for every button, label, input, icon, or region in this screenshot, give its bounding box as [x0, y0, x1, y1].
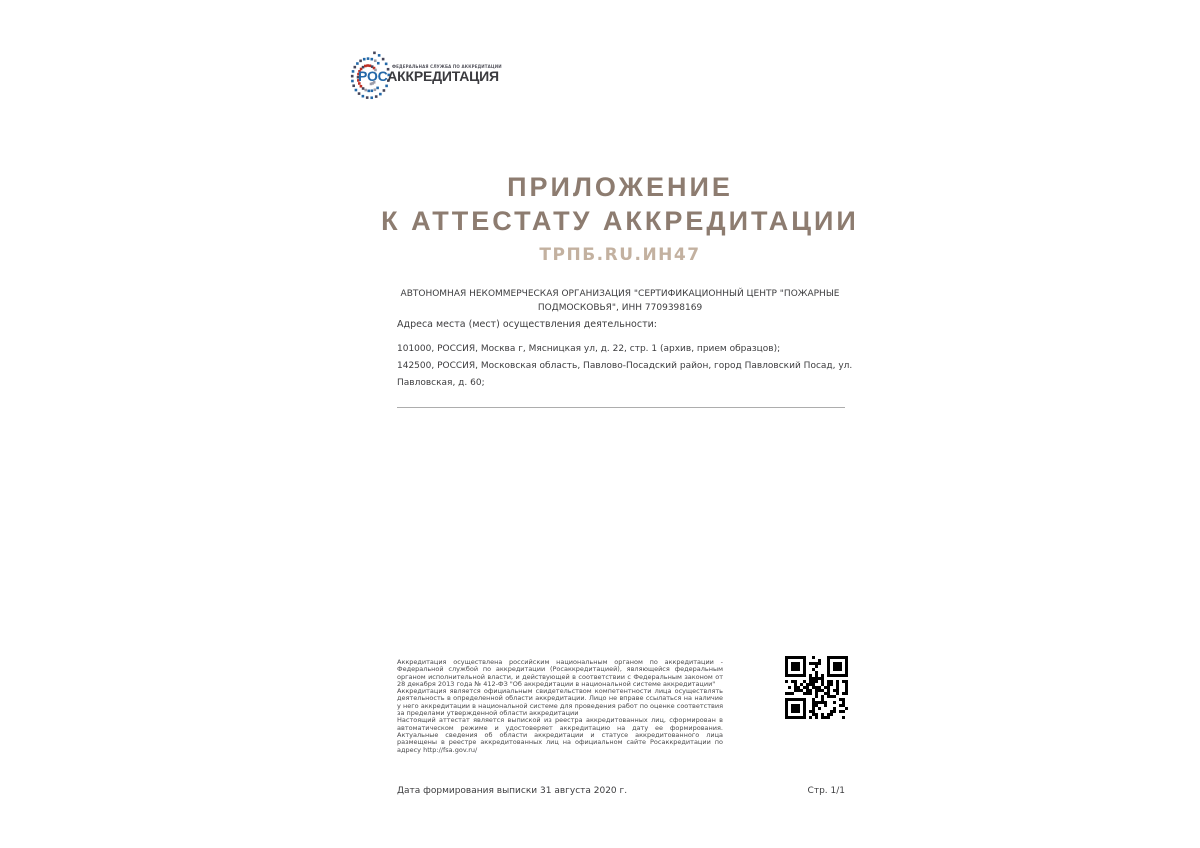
- legal-paragraph: Настоящий аттестат является выпиской из реестра аккредитованных лиц, сформирован в автоматическом режиме и удостоверяет аккредитацию на дату ее формирования. Актуальные сведения об области аккредитации и статусе аккредитованного лица размещены в реестре аккредитованных лиц на официальном сайте Росаккредитации по адресу http://fsa.gov.ru/: [397, 716, 723, 754]
- footer-page-number: Стр. 1/1: [807, 786, 845, 796]
- document-title-line-2: К АТТЕСТАТУ АККРЕДИТАЦИИ: [381, 206, 859, 236]
- legal-paragraph: Аккредитация осуществлена российским национальным органом по аккредитации - Федеральной службой по аккредитации (Росаккредитацией), являющейся федеральным органом исполнительной власти, и действующей в соответствии с Федеральным законом от 28 декабря 2013 года № 412-ФЗ "Об аккредитации в национальной системе аккредитации": [397, 658, 723, 688]
- addresses-label: Адреса места (мест) осуществления деятельности:: [397, 319, 657, 330]
- footer-generation-date: Дата формирования выписки 31 августа 2020 г.: [397, 786, 628, 796]
- rosaccreditation-logo: [346, 44, 516, 114]
- legal-paragraph: Аккредитация является официальным свидетельством компетентности лица осуществлять деятельность в определенной области аккредитации. Лицо не вправе ссылаться на наличие у него аккредитации в национальной системе для проведения работ по оценке соответствия за пределами утвержденной области аккредитации: [397, 687, 723, 718]
- organization-name: АВТОНОМНАЯ НЕКОММЕРЧЕСКАЯ ОРГАНИЗАЦИЯ "СЕРТИФИКАЦИОННЫЙ ЦЕНТР "ПОЖАРНЫЕ ПОДМОСКОВЬЯ", ИНН 7709398169: [400, 289, 840, 313]
- addresses-list: [397, 341, 855, 392]
- logo-brand-text: [358, 68, 499, 84]
- qr-code: [785, 656, 848, 719]
- logo-brand-suffix: АККРЕДИТАЦИЯ: [387, 68, 499, 84]
- agency-small-label: ФЕДЕРАЛЬНАЯ СЛУЖБА ПО АККРЕДИТАЦИИ: [392, 64, 502, 69]
- address-item: 142500, РОССИЯ, Московская область, Павлово-Посадский район, город Павловский Посад, ул. Павловская, д. 60;: [397, 361, 853, 388]
- address-item: 101000, РОССИЯ, Москва г, Мясницкая ул, д. 22, стр. 1 (архив, прием образцов);: [397, 344, 781, 354]
- legal-fine-print: [397, 659, 723, 754]
- document-title-line-1: ПРИЛОЖЕНИЕ: [507, 172, 733, 202]
- section-divider: [397, 407, 845, 408]
- certificate-number: ТРПБ.RU.ИН47: [539, 245, 701, 265]
- logo-brand-prefix: РОС: [358, 68, 388, 84]
